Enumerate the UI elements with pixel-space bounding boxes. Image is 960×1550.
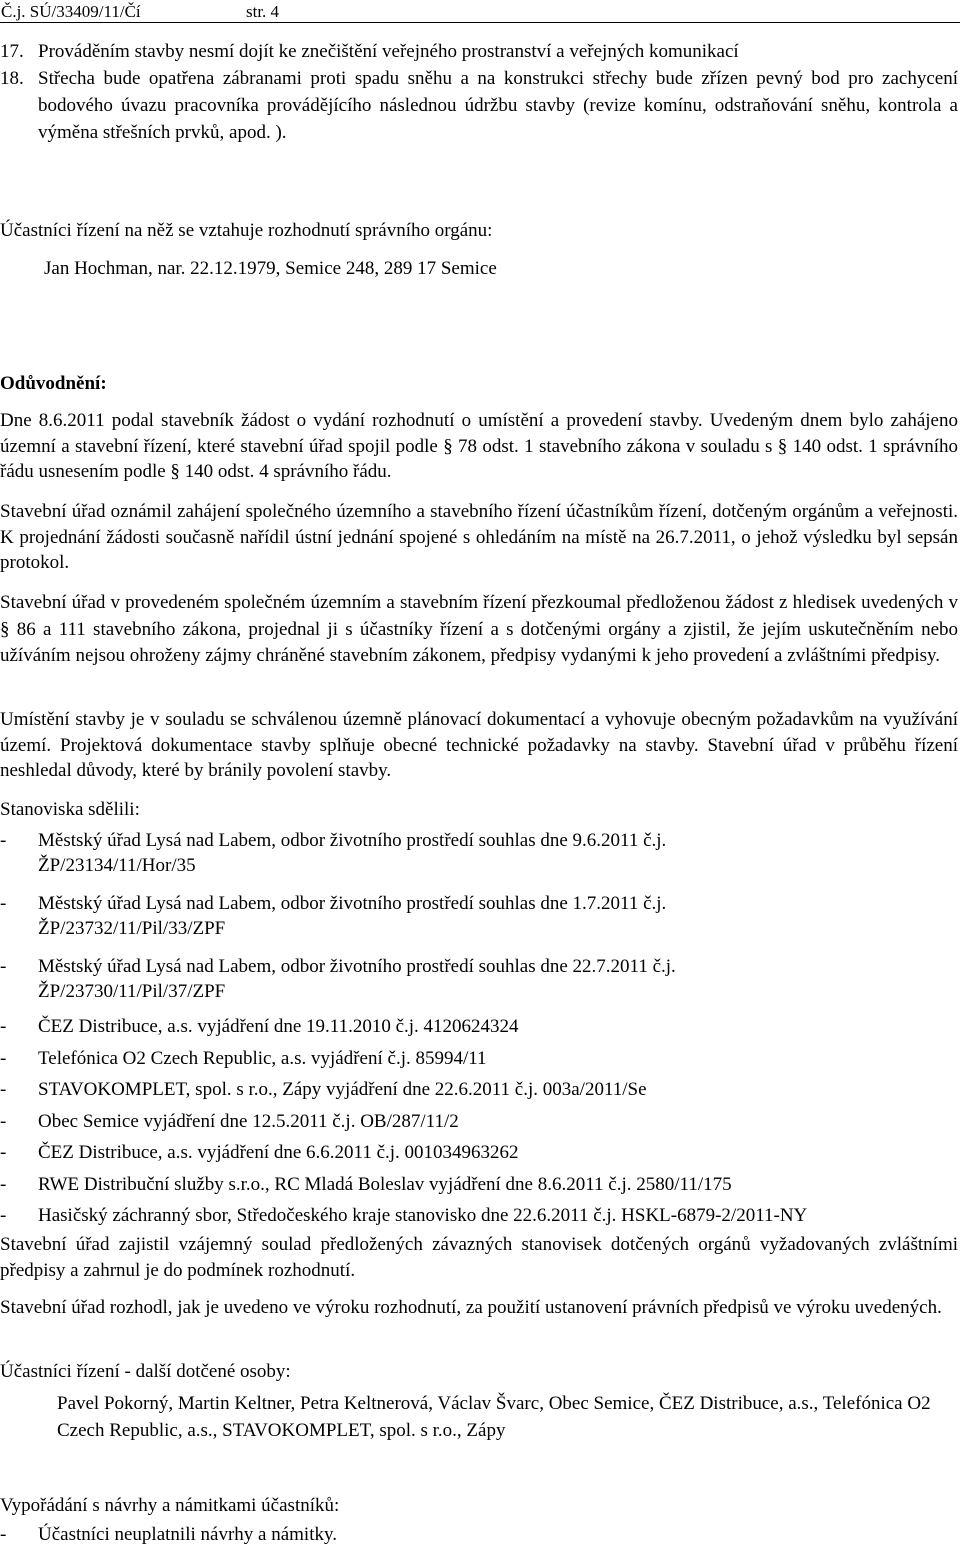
opinion-item xyxy=(0,1169,958,1201)
opinions-list xyxy=(0,828,958,1232)
condition-text: Prováděním stavby nesmí dojít ke znečištění veřejného prostranství a veřejných komunikací xyxy=(38,41,739,62)
dash-bullet: - xyxy=(0,1110,7,1132)
opinions-heading: Stanoviska sdělili: xyxy=(0,799,140,820)
condition-number: 18. xyxy=(0,68,24,89)
conditions-list xyxy=(0,38,958,146)
opinion-item xyxy=(0,1043,958,1075)
opinion-item xyxy=(0,1200,958,1232)
opinion-text: RWE Distribuční služby s.r.o., RC Mladá Boleslav vyjádření dne 8.6.2011 č.j. 2580/11/175 xyxy=(38,1173,732,1195)
condition-text: Střecha bude opatřena zábranami proti spadu sněhu a na konstrukci střechy bude zřízen pevný bod pro zachycení bodového úvazu pracovníka provádějícího následnou údržbu stavby (revize komínu, odstraňování sněhu, kontrola a výměna střešních prvků, apod. ). xyxy=(38,68,958,143)
opinion-item xyxy=(0,1106,958,1138)
reasoning-paragraph: Stavební úřad v provedeném společném územním a stavebním řízení přezkoumal předloženou žádost z hledisek uvedených v § 86 a 111 stavebního zákona, projednal ji s účastníky řízení a s dotčenými orgány a zjistil, že jejím uskutečněním nebo užíváním nejsou ohroženy zájmy chráněné stavebním zákonem, předpisy vydanými k jeho provedení a zvláštními předpisy. xyxy=(0,592,958,666)
dash-bullet: - xyxy=(0,1079,7,1100)
opinion-text: Hasičský záchranný sbor, Středočeského kraje stanovisko dne 22.6.2011 č.j. HSKL-6879-2/2011-NY xyxy=(38,1205,808,1226)
proposal-item xyxy=(0,1523,958,1547)
participants-heading: Účastníci řízení na něž se vztahuje rozhodnutí správního orgánu: xyxy=(0,220,493,241)
reasoning-heading: Odůvodnění: xyxy=(0,373,107,394)
header-divider xyxy=(0,22,960,23)
opinion-reference: ŽP/23732/11/Pil/33/ZPF xyxy=(38,918,226,939)
opinion-item xyxy=(0,891,958,941)
condition-item xyxy=(0,38,958,65)
opinion-text: Městský úřad Lysá nad Labem, odbor životního prostředí souhlas dne 9.6.2011 č.j. xyxy=(38,830,667,851)
reasoning-paragraph: Stavební úřad oznámil zahájení společného územního a stavebního řízení účastníkům řízení, dotčeným orgánům a veřejnosti. K projednání žádosti současně nařídil ústní jednání spojené s ohledáním na místě na 26.7.2011, o jehož výsledku byl sepsán protokol. xyxy=(0,501,958,573)
opinion-text: STAVOKOMPLET, spol. s r.o., Zápy vyjádření dne 22.6.2011 č.j. 003a/2011/Se xyxy=(38,1079,647,1100)
opinion-item xyxy=(0,954,958,1004)
opinion-text: Telefónica O2 Czech Republic, a.s. vyjádření č.j. 85994/11 xyxy=(38,1047,487,1069)
dash-bullet: - xyxy=(0,830,7,851)
opinion-text: Městský úřad Lysá nad Labem, odbor životního prostředí souhlas dne 1.7.2011 č.j. xyxy=(38,893,667,914)
opinion-reference: ŽP/23134/11/Hor/35 xyxy=(38,855,196,876)
conclusion-paragraph: Stavební úřad zajistil vzájemný soulad předložených závazných stanovisek dotčených orgánů vyžadovaných zvláštními předpisy a zahrnul je do podmínek rozhodnutí. xyxy=(0,1234,958,1281)
opinion-item xyxy=(0,1137,958,1169)
opinion-reference: ŽP/23730/11/Pil/37/ZPF xyxy=(38,981,226,1002)
dash-bullet: - xyxy=(0,1524,7,1545)
reasoning-paragraph: Umístění stavby je v souladu se schválenou územně plánovací dokumentací a vyhovuje obecným požadavkům na využívání území. Projektová dokumentace stavby splňuje obecné technické požadavky na stavby. Stavební úřad v průběhu řízení neshledal důvody, které by bránily povolení stavby. xyxy=(0,709,958,781)
reasoning-paragraph: Dne 8.6.2011 podal stavebník žádost o vydání rozhodnutí o umístění a provedení stavby. Uvedeným dnem bylo zahájeno územní a stavební řízení, které stavební úřad spojil podle § 78 odst. 1 stavebního zákona v souladu s § 140 odst. 1 správního řádu usnesením podle § 140 odst. 4 správního řádu. xyxy=(0,410,958,482)
participant-entry: Jan Hochman, nar. 22.12.1979, Semice 248, 289 17 Semice xyxy=(44,258,497,279)
dash-bullet: - xyxy=(0,1047,7,1069)
condition-number: 17. xyxy=(0,41,24,62)
dash-bullet: - xyxy=(0,893,7,914)
dash-bullet: - xyxy=(0,1205,7,1226)
proposals-list xyxy=(0,1523,958,1547)
other-participants-heading: Účastníci řízení - další dotčené osoby: xyxy=(0,1361,291,1382)
conclusion-paragraph: Stavební úřad rozhodl, jak je uvedeno ve výroku rozhodnutí, za použití ustanovení právních předpisů ve výroku uvedených. xyxy=(0,1297,942,1318)
opinion-item xyxy=(0,1011,958,1043)
page-number: str. 4 xyxy=(246,2,280,21)
dash-bullet: - xyxy=(0,956,7,977)
opinion-text: ČEZ Distribuce, a.s. vyjádření dne 19.11.2010 č.j. 4120624324 xyxy=(38,1016,519,1037)
dash-bullet: - xyxy=(0,1016,7,1037)
opinion-text: Obec Semice vyjádření dne 12.5.2011 č.j. OB/287/11/2 xyxy=(38,1110,459,1132)
dash-bullet: - xyxy=(0,1173,7,1195)
opinion-item xyxy=(0,828,958,878)
proposal-text: Účastníci neuplatnili návrhy a námitky. xyxy=(38,1524,337,1545)
opinion-text: ČEZ Distribuce, a.s. vyjádření dne 6.6.2011 č.j. 001034963262 xyxy=(38,1142,519,1163)
opinion-text: Městský úřad Lysá nad Labem, odbor životního prostředí souhlas dne 22.7.2011 č.j. xyxy=(38,956,676,977)
dash-bullet: - xyxy=(0,1142,7,1163)
condition-item xyxy=(0,65,958,146)
reference-number: Č.j. SÚ/33409/11/Čí xyxy=(1,2,141,21)
opinion-item xyxy=(0,1074,958,1106)
proposals-heading: Vypořádání s návrhy a námitkami účastníků: xyxy=(0,1495,340,1516)
other-participants-text: Pavel Pokorný, Martin Keltner, Petra Keltnerová, Václav Švarc, Obec Semice, ČEZ Distribuce, a.s., Telefónica O2 Czech Republic, a.s., STAVOKOMPLET, spol. s r.o., Zápy xyxy=(57,1393,931,1441)
